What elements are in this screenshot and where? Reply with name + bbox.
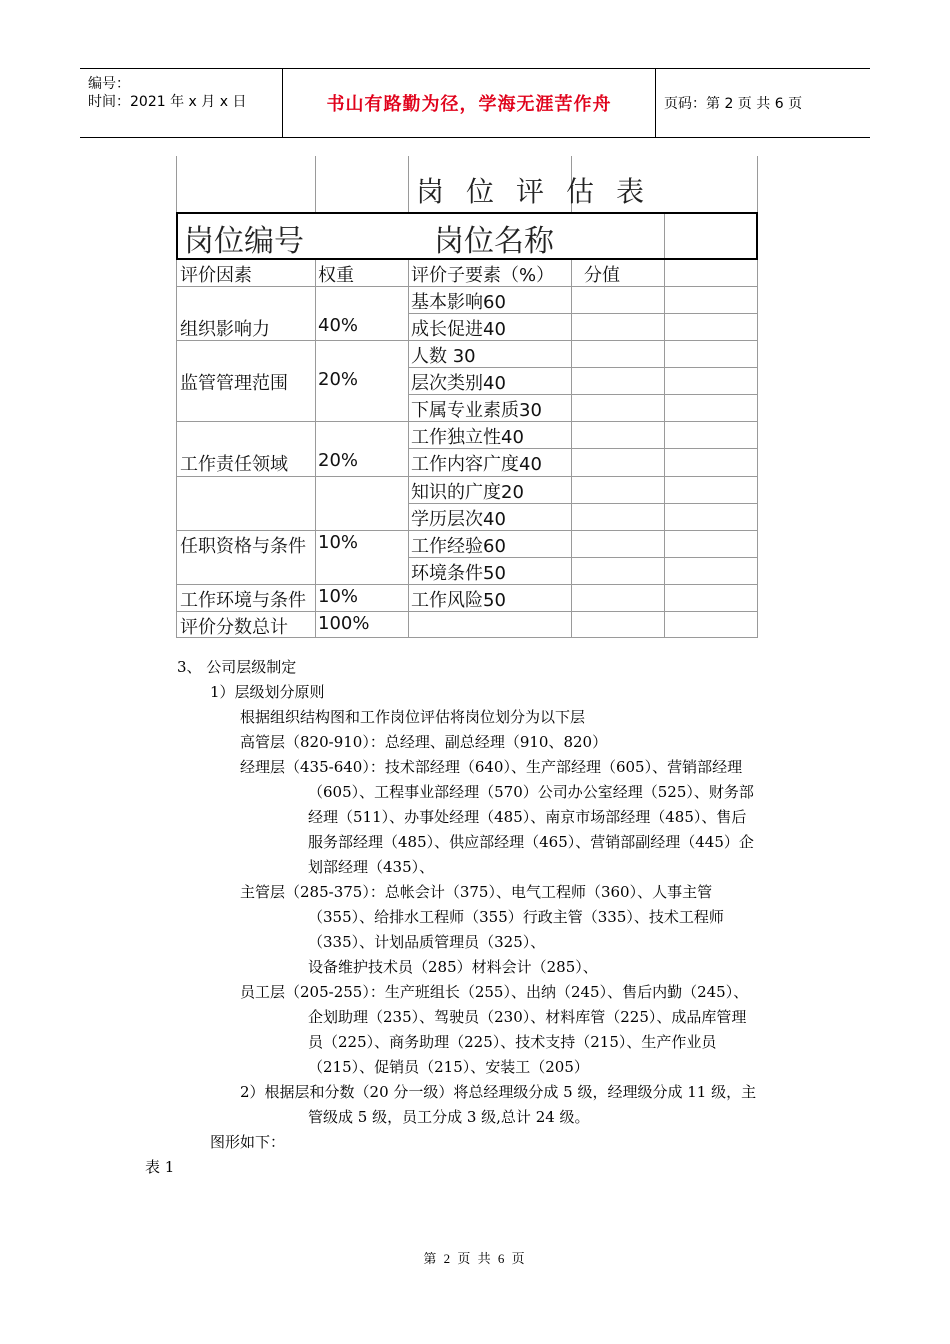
post-number-label: 岗位编号 <box>184 224 304 259</box>
page-header <box>80 68 870 138</box>
table-1-label: 表 1 <box>145 1158 175 1176</box>
table-row: 100% <box>318 613 370 634</box>
header-motto <box>283 69 656 137</box>
manager-level-line: 经理（511）、办事处经理（485）、南京市场部经理（485）、售后 <box>308 808 747 826</box>
section-3-heading: 3、 公司层级制定 <box>177 658 297 676</box>
table-row: 下属专业素质30 <box>411 400 542 421</box>
page-footer: 第 2 页 共 6 页 <box>423 1251 527 1266</box>
intro-paragraph: 根据组织结构图和工作岗位评估将岗位划分为以下层 <box>240 708 586 726</box>
time-label: 时间：2021 年 x 月 x 日 <box>88 94 247 110</box>
table-row: 工作环境与条件 <box>180 590 306 611</box>
supervisor-level-line: 主管层（285-375）：总帐会计（375）、电气工程师（360）、人事主管 <box>240 883 713 901</box>
page-info: 页码：第 2 页 共 6 页 <box>664 96 803 112</box>
table-row: 知识的广度20 <box>411 482 524 503</box>
manager-level-line: 服务部经理（485）、供应部经理（465）、营销部副经理（445）企 <box>308 833 754 851</box>
table-row: 工作责任领域 <box>180 454 288 475</box>
figure-caption: 图形如下： <box>210 1133 286 1151</box>
employee-level-line: 员（225）、商务助理（225）、技术支持（215）、生产作业员 <box>308 1033 717 1051</box>
employee-level-line: 员工层（205-255）：生产班组长（255）、出纳（245）、售后内勤（245）、 <box>240 983 749 1001</box>
supervisor-level-line: （335）、计划品质管理员（325）、 <box>308 933 546 951</box>
manager-level-line: 划部经理（435）、 <box>308 858 435 876</box>
table-row: 20% <box>318 369 359 390</box>
post-evaluation-table <box>176 156 758 638</box>
table-row: 20% <box>318 450 359 471</box>
table-row: 监管管理范围 <box>180 373 288 394</box>
grading-paragraph: 管级成 5 级，员工分成 3 级,总计 24 级。 <box>308 1108 590 1126</box>
senior-level: 高管层（820-910）：总经理、副总经理（910、820） <box>240 733 608 751</box>
table-row: 层次类别40 <box>411 373 506 394</box>
table-row: 工作独立性40 <box>411 427 524 448</box>
table-row: 人数 30 <box>411 346 476 367</box>
number-label: 编号： <box>88 76 130 92</box>
table-title: 岗位评估表 <box>416 175 667 208</box>
employee-level-line: （215）、促销员（215）、安装工（205） <box>308 1058 589 1076</box>
post-name-label: 岗位名称 <box>434 224 554 259</box>
table-row: 学历层次40 <box>411 509 506 530</box>
table-row: 任职资格与条件 <box>180 536 306 557</box>
header-subfactor: 评价子要素（%） <box>411 265 555 286</box>
table-row: 组织影响力 <box>180 319 270 340</box>
header-weight: 权重 <box>318 265 354 286</box>
table-row: 10% <box>318 586 359 607</box>
table-row: 评价分数总计 <box>180 617 288 638</box>
manager-level-line: （605）、工程事业部经理（570）公司办公室经理（525）、财务部 <box>308 783 754 801</box>
table-row: 工作风险50 <box>411 590 506 611</box>
supervisor-level-line: （355）、给排水工程师（355）行政主管（335）、技术工程师 <box>308 908 724 926</box>
table-row: 成长促进40 <box>411 319 506 340</box>
manager-level-line: 经理层（435-640）：技术部经理（640）、生产部经理（605）、营销部经理 <box>240 758 743 776</box>
grading-paragraph: 2）根据层和分数（20 分一级）将总经理级分成 5 级，经理级分成 11 级，主 <box>240 1083 757 1101</box>
header-score: 分值 <box>584 265 620 286</box>
table-row: 基本影响60 <box>411 292 506 313</box>
table-row: 工作内容广度40 <box>411 454 542 475</box>
employee-level-line: 企划助理（235）、驾驶员（230）、材料库管（225）、成品库管理 <box>308 1008 747 1026</box>
table-row: 40% <box>318 315 359 336</box>
header-factor: 评价因素 <box>180 265 252 286</box>
motto-text: 书山有路勤为径，学海无涯苦作舟 <box>326 94 612 115</box>
section-3-1-heading: 1）层级划分原则 <box>210 683 325 701</box>
table-row: 工作经验60 <box>411 536 506 557</box>
table-row: 10% <box>318 532 359 553</box>
table-row: 环境条件50 <box>411 563 506 584</box>
supervisor-level-line: 设备维护技术员（285）材料会计（285）、 <box>308 958 598 976</box>
header-meta <box>80 69 283 137</box>
